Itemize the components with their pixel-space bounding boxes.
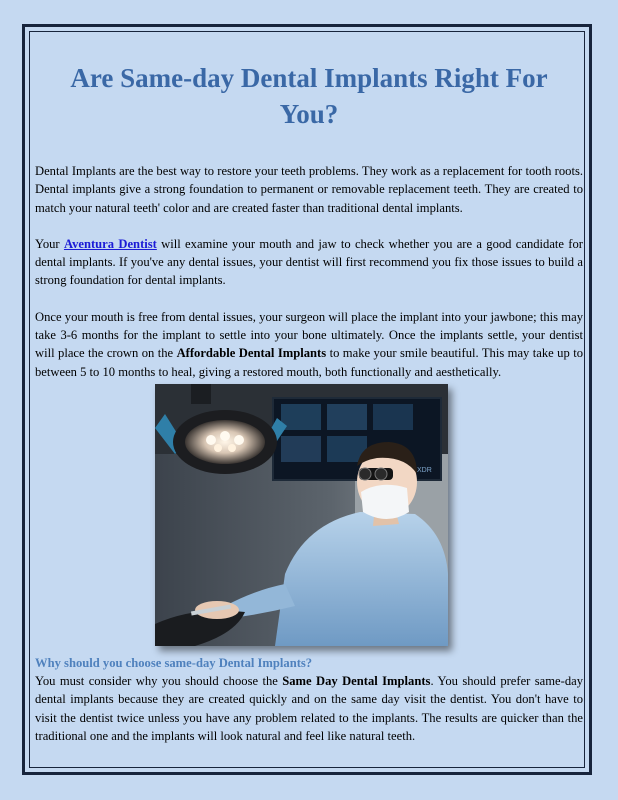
document-body bbox=[35, 60, 584, 743]
monitor-label: XDR bbox=[417, 467, 432, 474]
aventura-dentist-link[interactable]: Aventura Dentist bbox=[63, 236, 157, 251]
section-heading: Why should you choose same-day Dental Implants? bbox=[35, 656, 313, 670]
affordable-implants-bold: Affordable Dental Implants bbox=[176, 346, 327, 361]
paragraph-process bbox=[35, 308, 583, 381]
paragraph-same-day bbox=[35, 672, 583, 745]
paragraph-same-day-text-start: You must consider why you should choose the bbox=[35, 674, 283, 688]
dentist-illustration-icon bbox=[155, 384, 448, 646]
paragraph-process-text-start: Once your mouth is free from dental issues, your surgeon will place the implant into your jawbone; this may take 3-6 months for the implant to settle into your bone ultimately. Once the implants settle, your dentist will place the crown on the bbox=[35, 309, 583, 361]
paragraph-dentist-text-start: Your bbox=[35, 236, 64, 251]
paragraph-dentist-text-end: will examine your mouth and jaw to check whether you are a good candidate for dental implants. If you've any dental issues, your dentist will first recommend you fix those issues to build a strong foundation for dental implants. bbox=[35, 236, 583, 288]
paragraph-same-day-text-end: . You should prefer same-day dental implants because they are created quickly and on the same day visit the dentist. You don't have to visit the dentist twice unless you have any problem related to the implants. The results are quicker than the traditional one and the implants will look natural and feel like natural teeth. bbox=[35, 674, 584, 743]
page-title: Are Same-day Dental Implants Right For You? bbox=[70, 63, 548, 129]
paragraph-dentist bbox=[35, 235, 583, 290]
paragraph-process-text-end: to make your smile beautiful. This may take up to between 5 to 10 months to heal, giving a restored mouth, both functionally and aesthetically. bbox=[35, 346, 583, 379]
paragraph-intro: Dental Implants are the best way to restore your teeth problems. They work as a replacement for tooth roots. Dental implants give a strong foundation to permanent or removable replacement teeth. They are created to match your natural teeth' color and are created faster than traditional dental implants. bbox=[35, 164, 583, 215]
dentist-photo bbox=[155, 384, 448, 646]
same-day-implants-bold: Same Day Dental Implants bbox=[282, 674, 431, 688]
